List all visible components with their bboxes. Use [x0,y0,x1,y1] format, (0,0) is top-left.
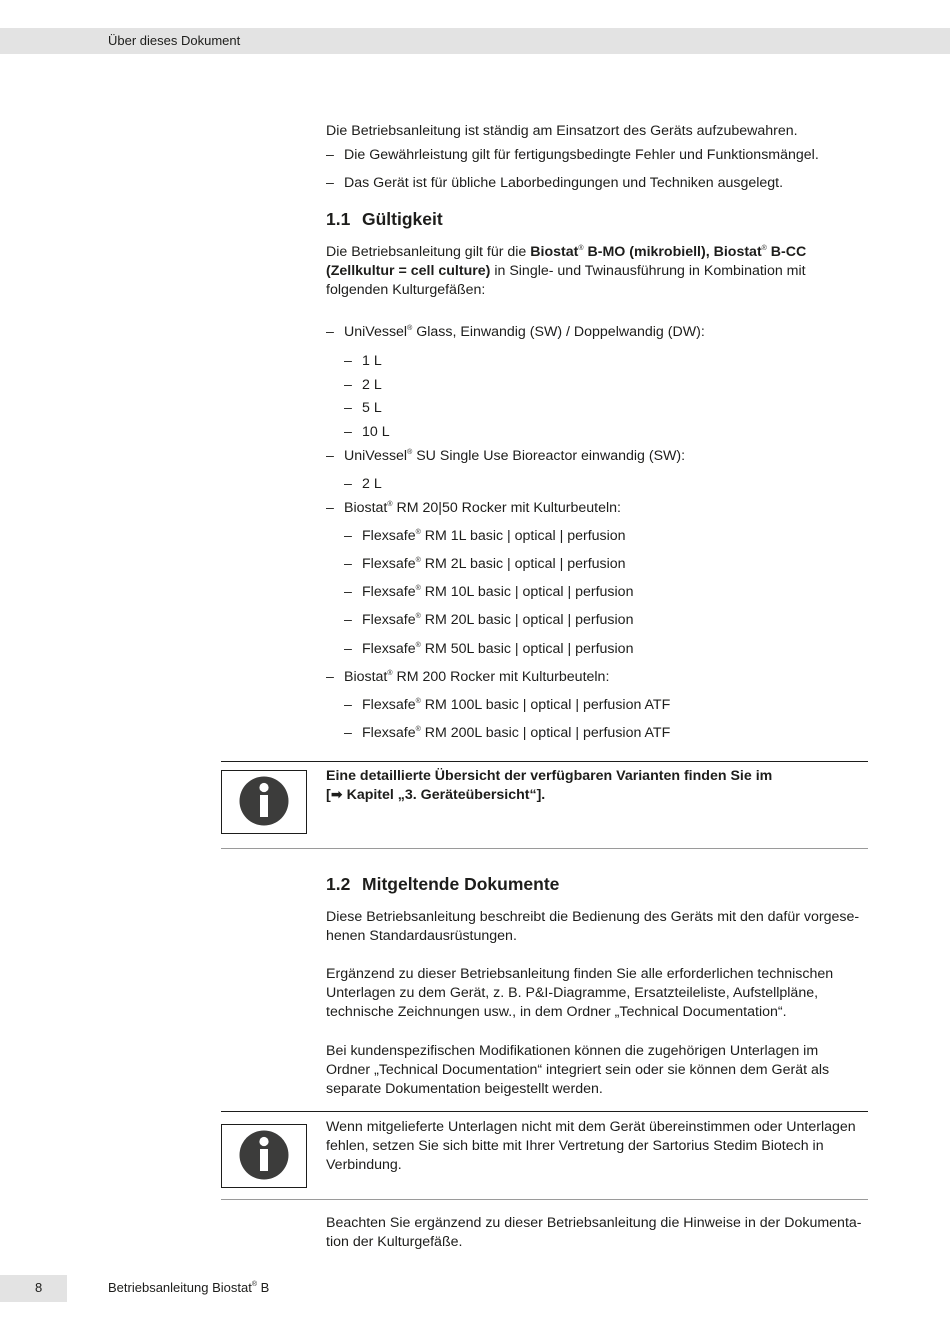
sub-list-item: – Flexsafe® RM 1L basic | optical | perfusion [344,528,626,544]
page-number: 8 [35,1280,43,1295]
sub-list-item: – Flexsafe® RM 2L basic | optical | perfusion [344,556,626,572]
paragraph-line: Beachten Sie ergänzend zu dieser Betriebsanleitung die Hinweise in der Dokumenta- [326,1215,862,1231]
sub-list-item: – 2 L [344,377,382,393]
note-variants: Eine detaillierte Übersicht der verfügbaren Varianten finden Sie im [326,768,773,784]
sub-list-item: – Flexsafe® RM 200L basic | optical | perfusion ATF [344,725,671,741]
paragraph-line: separate Dokumentation beigestellt werden. [326,1081,603,1097]
note-documents-line: Wenn mitgelieferte Unterlagen nicht mit dem Gerät übereinstimmen oder Unterlagen [326,1119,856,1135]
page-number-box [0,1275,67,1302]
running-header: Über dieses Dokument [108,33,241,48]
paragraph-line: Ordner „Technical Documentation“ integriert sein oder sie können dem Gerät als [326,1062,830,1078]
validity-paragraph: Die Betriebsanleitung gilt für die Biostat® B-MO (mikrobiell), Biostat® B-CC [326,244,807,260]
paragraph-line: technische Zeichnungen usw., in dem Ordner „Technical Documentation“. [326,1004,787,1020]
intro-text: Die Betriebsanleitung ist ständig am Einsatzort des Geräts aufzubewahren. [326,123,798,139]
paragraph-line: tion der Kulturgefäße. [326,1234,463,1250]
sub-list-item: – Flexsafe® RM 100L basic | optical | perfusion ATF [344,697,671,713]
note-variants-reference: [➡ Kapitel „3. Geräteübersicht“]. [326,787,546,803]
sub-list-item: – Flexsafe® RM 20L basic | optical | perfusion [344,612,634,628]
section-heading-1-1: 1.1 Gültigkeit [326,209,443,229]
list-item-univessel-su: – UniVessel® SU Single Use Bioreactor einwandig (SW): [326,448,686,464]
info-icon [239,776,289,826]
note-rule-bottom [221,1199,868,1200]
list-item-rm200: – Biostat® RM 200 Rocker mit Kulturbeuteln: [326,669,610,685]
footer-doc-title: Betriebsanleitung Biostat® B [108,1280,270,1295]
sub-list-item: – 2 L [344,476,382,492]
list-item-rm20: – Biostat® RM 20|50 Rocker mit Kulturbeuteln: [326,500,621,516]
list-item: – Die Gewährleistung gilt für fertigungsbedingte Fehler und Funktionsmängel. [326,147,819,163]
info-box [221,770,307,834]
paragraph-line: Ergänzend zu dieser Betriebsanleitung finden Sie alle erforderlichen technischen [326,966,834,982]
list-item: – Das Gerät ist für übliche Laborbedingungen und Techniken ausgelegt. [326,175,784,191]
note-rule-top [221,1111,868,1112]
arrow-right-icon: ➡ [330,787,343,803]
sub-list-item: – Flexsafe® RM 50L basic | optical | perfusion [344,641,634,657]
paragraph-line: henen Standardausrüstungen. [326,928,517,944]
paragraph-line: Unterlagen zu dem Gerät, z. B. P&I-Diagramme, Ersatzteileliste, Aufstellpläne, [326,985,819,1001]
paragraph-line: Bei kundenspezifischen Modifikationen können die zugehörigen Unterlagen im [326,1043,819,1059]
sub-list-item: – Flexsafe® RM 10L basic | optical | perfusion [344,584,634,600]
note-rule-top [221,761,868,762]
note-documents-line: Verbindung. [326,1157,402,1173]
sub-list-item: – 10 L [344,424,390,440]
validity-paragraph-line: folgenden Kulturgefäßen: [326,282,486,298]
info-box [221,1124,307,1188]
validity-paragraph-line: (Zellkultur = cell culture) in Single- und Twinausführung in Kombination mit [326,263,806,279]
note-documents-line: fehlen, setzen Sie sich bitte mit Ihrer Vertretung der Sartorius Stedim Biotech in [326,1138,824,1154]
list-item-univessel-glass: – UniVessel® Glass, Einwandig (SW) / Doppelwandig (DW): [326,324,705,340]
paragraph-line: Diese Betriebsanleitung beschreibt die Bedienung des Geräts mit den dafür vorgese- [326,909,860,925]
info-icon [239,1130,289,1180]
section-heading-1-2: 1.2 Mitgeltende Dokumente [326,874,560,894]
sub-list-item: – 5 L [344,400,382,416]
sub-list-item: – 1 L [344,353,382,369]
note-rule-bottom [221,848,868,849]
